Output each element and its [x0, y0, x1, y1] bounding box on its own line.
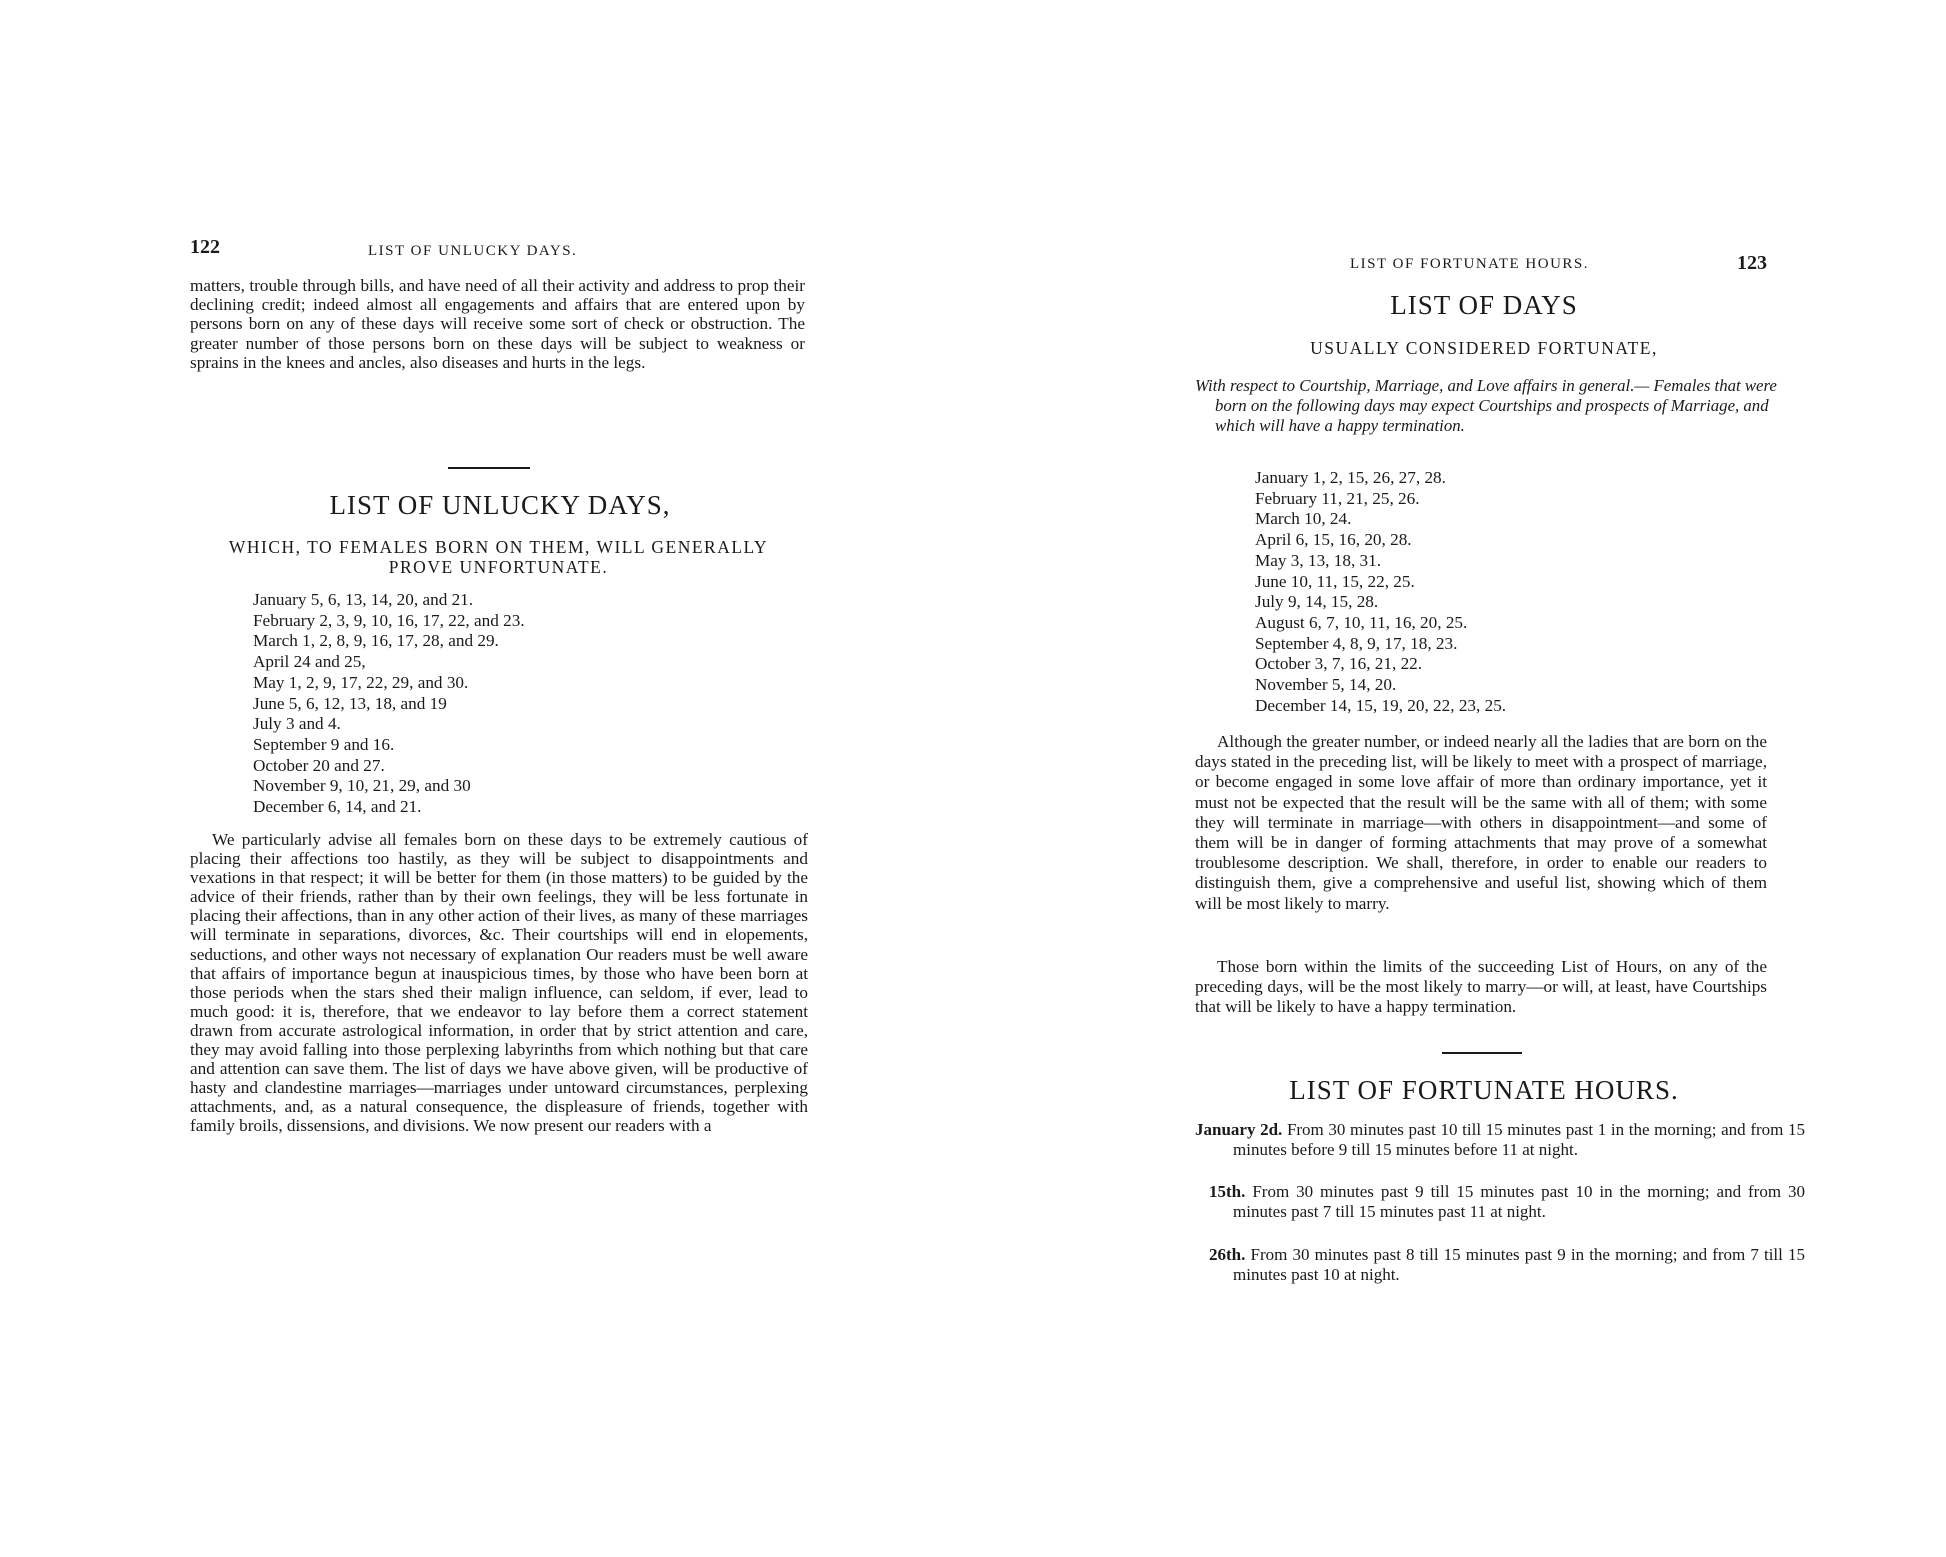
list-item: November 9, 10, 21, 29, and 30 — [253, 776, 471, 796]
list-item: June 5, 6, 12, 13, 18, and 19 — [253, 693, 447, 713]
section-divider — [1442, 1052, 1522, 1054]
continued-paragraph: matters, trouble through bills, and have need of all their activity and address to prop their declining credit; indeed almost all engagements and affairs that are entered upon by persons born on any of these days will receive some sort of check or obstruction. The greater number of those persons born on these days will be subject to weakness or sprains in the knees and ancles, also diseases and hurts in the legs. — [190, 276, 805, 372]
section-heading: LIST OF DAYS — [1390, 290, 1578, 320]
list-item: January 1, 2, 15, 26, 27, 28. — [1255, 468, 1446, 487]
list-item: June 10, 11, 15, 22, 25. — [1255, 571, 1415, 591]
list-item: February 2, 3, 9, 10, 16, 17, 22, and 23. — [253, 610, 525, 630]
list-item: January 5, 6, 13, 14, 20, and 21. — [253, 590, 474, 609]
advice-paragraph: We particularly advise all females born on these days to be extremely cautious of placing their affections too hastily, as they will be subject to disappointments and vexations in that respect; it will be better for them (in those matters) to be guided by the advice of their friends, rather than by their own feelings, they will be less fortunate in placing their affections, than in any other action of their lives, as many of these marriages will terminate in separations, divorces, &c. Their courtships will end in elopements, seductions, and other ways not necessary of explanation Our readers must be well aware that affairs of importance begun at inauspicious times, by those who have been born at those periods when the stars shed their malign influence, can seldom, if ever, lead to much good: it is, therefore, that we endeavor to lay before them a correct statement drawn from accurate astrological information, in order that by strict attention and care, they may avoid falling into those perplexing labyrinths from which nothing but that care and attention can save them. The list of days we have above given, will be productive of hasty and clandestine marriages—marriages under untoward circumstances, perplexing attachments, and, as a natural consequence, the displeasure of friends, together with family broils, dissensions, and divisions. We now present our readers with a — [190, 830, 808, 1136]
list-item: November 5, 14, 20. — [1255, 675, 1397, 695]
list-item: March 10, 24. — [1255, 509, 1352, 529]
explanation-paragraph-2: Those born within the limits of the succeeding List of Hours, on any of the preceding days, will be the most likely to marry—or will, at least, have Courtships that will be likely to have a happy termination. — [1195, 957, 1767, 1017]
section-subheading: WHICH, TO FEMALES BORN ON THEM, WILL GENERALLY PROVE UNFORTUNATE. — [228, 537, 769, 577]
fortunate-days-list — [1255, 468, 1506, 716]
hour-text: From 30 minutes past 10 till 15 minutes past 1 in the morning; and from 15 minutes before 9 till 15 minutes before 11 at night. — [1233, 1120, 1805, 1159]
unlucky-days-list — [253, 590, 525, 818]
list-item: October 3, 7, 16, 21, 22. — [1255, 654, 1423, 674]
list-item: February 11, 21, 25, 26. — [1255, 488, 1420, 508]
running-head: LIST OF FORTUNATE HOURS. — [1350, 256, 1590, 272]
hour-entry — [1195, 1182, 1805, 1222]
list-item: September 9 and 16. — [253, 734, 395, 754]
section-subheading: USUALLY CONSIDERED FORTUNATE, — [1310, 338, 1658, 358]
hour-date: 26th. — [1209, 1245, 1246, 1264]
list-item: October 20 and 27. — [253, 755, 385, 775]
section-heading: LIST OF UNLUCKY DAYS, — [329, 490, 671, 520]
section-divider — [448, 467, 530, 469]
hour-text: From 30 minutes past 8 till 15 minutes past 9 in the morning; and from 7 till 15 minutes past 10 at night. — [1233, 1245, 1806, 1284]
list-item: July 9, 14, 15, 28. — [1255, 592, 1379, 612]
hour-text: From 30 minutes past 9 till 15 minutes past 10 in the morning; and from 30 minutes past 7 till 15 minutes past 11 at night. — [1233, 1182, 1806, 1221]
hours-heading: LIST OF FORTUNATE HOURS. — [1289, 1075, 1679, 1105]
list-item: April 6, 15, 16, 20, 28. — [1255, 530, 1412, 550]
list-item: December 14, 15, 19, 20, 22, 23, 25. — [1255, 695, 1507, 715]
list-item: September 4, 8, 9, 17, 18, 23. — [1255, 633, 1458, 653]
hour-date: 15th. — [1209, 1182, 1246, 1201]
intro-paragraph: With respect to Courtship, Marriage, and Love affairs in general.— Females that were born on the following days may expect Courtships and prospects of Marriage, and which will have a happy termination. — [1195, 376, 1777, 435]
page-number: 123 — [1737, 252, 1767, 274]
list-item: April 24 and 25, — [253, 652, 366, 672]
list-item: May 1, 2, 9, 17, 22, 29, and 30. — [253, 672, 469, 692]
hour-date: January 2d. — [1195, 1120, 1283, 1139]
list-item: May 3, 13, 18, 31. — [1255, 550, 1382, 570]
list-item: August 6, 7, 10, 11, 16, 20, 25. — [1255, 612, 1468, 632]
hour-entry — [1195, 1245, 1805, 1285]
list-item: July 3 and 4. — [253, 714, 341, 734]
list-item: March 1, 2, 8, 9, 16, 17, 28, and 29. — [253, 631, 499, 651]
page-number: 122 — [190, 236, 220, 258]
list-item: December 6, 14, and 21. — [253, 797, 422, 817]
explanation-paragraph: Although the greater number, or indeed nearly all the ladies that are born on the days stated in the preceding list, will be likely to meet with a prospect of marriage, or become engaged in some love affair of more than ordinary importance, yet it must not be expected that the result will be the same with all of them; with some they will terminate in marriage—with others in disappointment—and some of them will be in danger of forming attachments that may prove of a somewhat troublesome description. We shall, therefore, in order to enable our readers to distinguish them, give a comprehensive and useful list, showing which of them will be most likely to marry. — [1195, 732, 1767, 913]
running-head: LIST OF UNLUCKY DAYS. — [368, 243, 578, 259]
hour-entry — [1195, 1120, 1805, 1160]
